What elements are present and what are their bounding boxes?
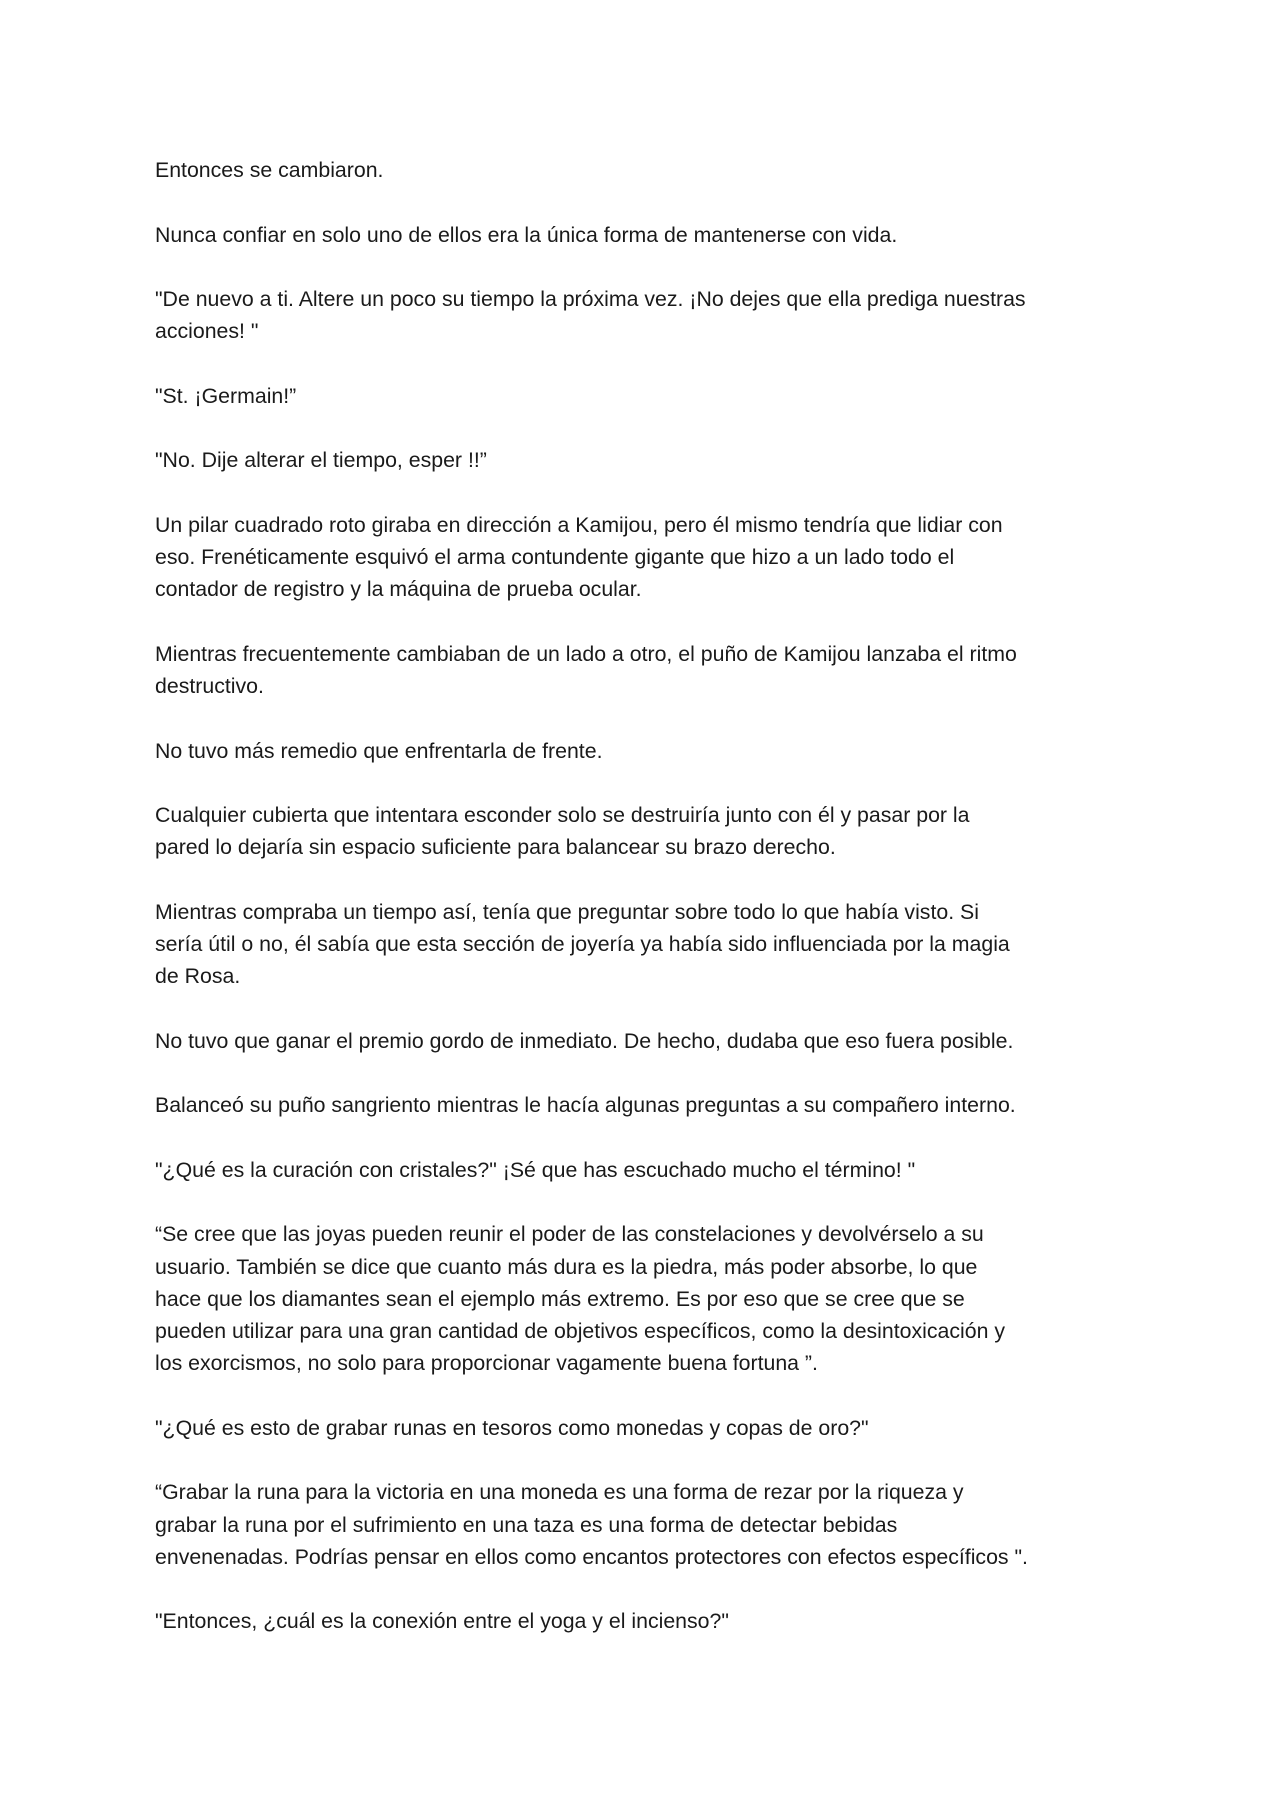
text-line: No tuvo más remedio que enfrentarla de frente. — [155, 738, 603, 763]
text-line: grabar la runa por el sufrimiento en una taza es una forma de detectar bebidas — [155, 1512, 898, 1537]
paragraph — [155, 1476, 1155, 1573]
paragraph — [155, 1154, 1155, 1186]
text-line: "De nuevo a ti. Altere un poco su tiempo la próxima vez. ¡No dejes que ella prediga nuestras — [155, 287, 1026, 311]
paragraph — [155, 509, 1155, 606]
document-body — [155, 154, 1155, 1670]
paragraph — [155, 896, 1155, 993]
text-line: hace que los diamantes sean el ejemplo más extremo. Es por eso que se cree que se — [155, 1286, 965, 1311]
paragraph — [155, 380, 1155, 412]
text-line: Balanceó su puño sangriento mientras le hacía algunas preguntas a su compañero interno. — [155, 1093, 1016, 1118]
paragraph — [155, 1412, 1155, 1444]
text-line: usuario. También se dice que cuanto más dura es la piedra, más poder absorbe, lo que — [155, 1254, 978, 1279]
paragraph — [155, 444, 1155, 476]
paragraph — [155, 283, 1155, 348]
text-line: pared lo dejaría sin espacio suficiente para balancear su brazo derecho. — [155, 835, 836, 860]
paragraph — [155, 154, 1155, 186]
text-line: "¿Qué es la curación con cristales?" ¡Sé que has escuchado mucho el término! " — [155, 1157, 916, 1182]
text-line: los exorcismos, no solo para proporcionar vagamente buena fortuna ”. — [155, 1351, 818, 1376]
text-line: contador de registro y la máquina de prueba ocular. — [155, 577, 642, 602]
text-line: "No. Dije alterar el tiempo, esper !!” — [155, 448, 487, 473]
paragraph — [155, 1605, 1155, 1637]
text-line: “Grabar la runa para la victoria en una moneda es una forma de rezar por la riqueza y — [155, 1480, 964, 1505]
text-line: pueden utilizar para una gran cantidad de objetivos específicos, como la desintoxicación y — [155, 1319, 1006, 1343]
text-line: Cualquier cubierta que intentara esconder solo se destruiría junto con él y pasar por la — [155, 803, 970, 827]
text-line: Mientras compraba un tiempo así, tenía que preguntar sobre todo lo que había visto. Si — [155, 899, 979, 924]
text-line: Un pilar cuadrado roto giraba en dirección a Kamijou, pero él mismo tendría que lidiar con — [155, 512, 1003, 537]
text-line: Mientras frecuentemente cambiaban de un lado a otro, el puño de Kamijou lanzaba el ritmo — [155, 641, 1017, 666]
text-line: "Entonces, ¿cuál es la conexión entre el yoga y el incienso?" — [155, 1609, 729, 1634]
paragraph — [155, 219, 1155, 251]
text-line: Entonces se cambiaron. — [155, 158, 384, 182]
text-line: de Rosa. — [155, 964, 241, 989]
text-line: "¿Qué es esto de grabar runas en tesoros como monedas y copas de oro?" — [155, 1415, 869, 1440]
text-line: acciones! " — [155, 319, 259, 344]
text-line: Nunca confiar en solo uno de ellos era la única forma de mantenerse con vida. — [155, 222, 898, 247]
paragraph — [155, 1089, 1155, 1121]
text-line: sería útil o no, él sabía que esta sección de joyería ya había sido influenciada por la magia — [155, 932, 1010, 956]
paragraph — [155, 1025, 1155, 1057]
paragraph — [155, 799, 1155, 864]
text-line: envenenadas. Podrías pensar en ellos como encantos protectores con efectos específicos ". — [155, 1544, 1028, 1569]
text-line: No tuvo que ganar el premio gordo de inmediato. De hecho, dudaba que eso fuera posible. — [155, 1028, 1014, 1053]
text-line: eso. Frenéticamente esquivó el arma contundente gigante que hizo a un lado todo el — [155, 545, 955, 569]
paragraph — [155, 1218, 1155, 1379]
text-line: “Se cree que las joyas pueden reunir el poder de las constelaciones y devolvérselo a su — [155, 1222, 984, 1247]
paragraph — [155, 735, 1155, 767]
text-line: destructivo. — [155, 674, 264, 698]
text-line: "St. ¡Germain!” — [155, 383, 297, 408]
paragraph — [155, 638, 1155, 703]
